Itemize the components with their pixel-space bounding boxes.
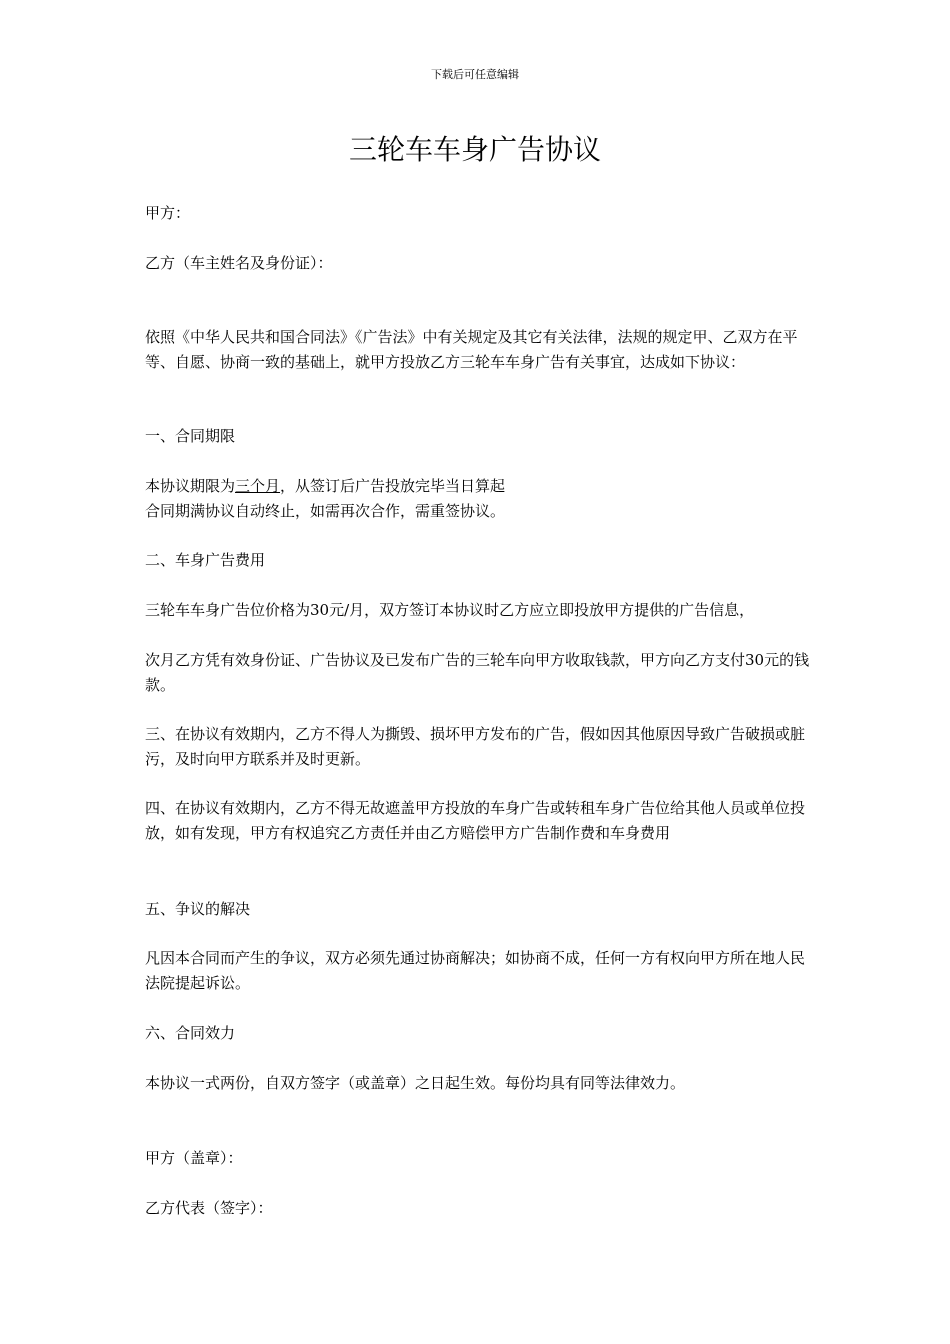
document-title: 三轮车车身广告协议: [348, 133, 601, 166]
intro-paragraph: 依照《中华人民共和国合同法》《广告法》中有关规定及其它有关法律，法规的规定甲、乙双方在平等、自愿、协商一致的基础上，就甲方投放乙方三轮车车身广告有关事宜，达成如下协议：: [145, 328, 798, 371]
section6-heading: 六、合同效力: [145, 1024, 236, 1042]
section5-heading: 五、争议的解决: [145, 900, 251, 918]
section1-term-suffix: ，从签订后广告投放完毕当日算起: [280, 477, 506, 495]
party-b-label: 乙方（车主姓名及身份证）：: [145, 254, 333, 272]
header-note: 下载后可任意编辑: [431, 68, 519, 81]
section2-heading: 二、车身广告费用: [145, 551, 266, 569]
section2-price-paragraph: 三轮车车身广告位价格为30元/月，双方签订本协议时乙方应立即投放甲方提供的广告信息，: [145, 601, 755, 619]
section1-term-prefix: 本协议期限为: [145, 477, 236, 495]
section2-payment-paragraph: 次月乙方凭有效身份证、广告协议及已发布广告的三轮车向甲方收取钱款，甲方向乙方支付30元的钱款。: [145, 651, 810, 694]
section1-term-duration: 三个月: [235, 477, 281, 495]
section1-term-line: [145, 474, 810, 498]
party-a-seal-label: 甲方（盖章）：: [145, 1149, 243, 1167]
section1-heading: 一、合同期限: [145, 427, 236, 445]
party-a-label: 甲方：: [145, 204, 191, 222]
section5-paragraph: 凡因本合同而产生的争议，双方必须先通过协商解决；如协商不成，任何一方有权向甲方所在地人民法院提起诉讼。: [145, 949, 806, 992]
section3-paragraph: 三、在协议有效期内，乙方不得人为撕毁、损坏甲方发布的广告，假如因其他原因导致广告破损或脏污，及时向甲方联系并及时更新。: [145, 725, 806, 768]
section4-paragraph: 四、在协议有效期内，乙方不得无故遮盖甲方投放的车身广告或转租车身广告位给其他人员或单位投放，如有发现，甲方有权追究乙方责任并由乙方赔偿甲方广告制作费和车身费用: [145, 799, 806, 842]
section1-renewal-line: 合同期满协议自动终止，如需再次合作，需重签协议。: [145, 502, 506, 520]
party-b-signature-label: 乙方代表（签字）：: [145, 1199, 273, 1217]
section6-paragraph: 本协议一式两份，自双方签字（或盖章）之日起生效。每份均具有同等法律效力。: [145, 1074, 686, 1092]
